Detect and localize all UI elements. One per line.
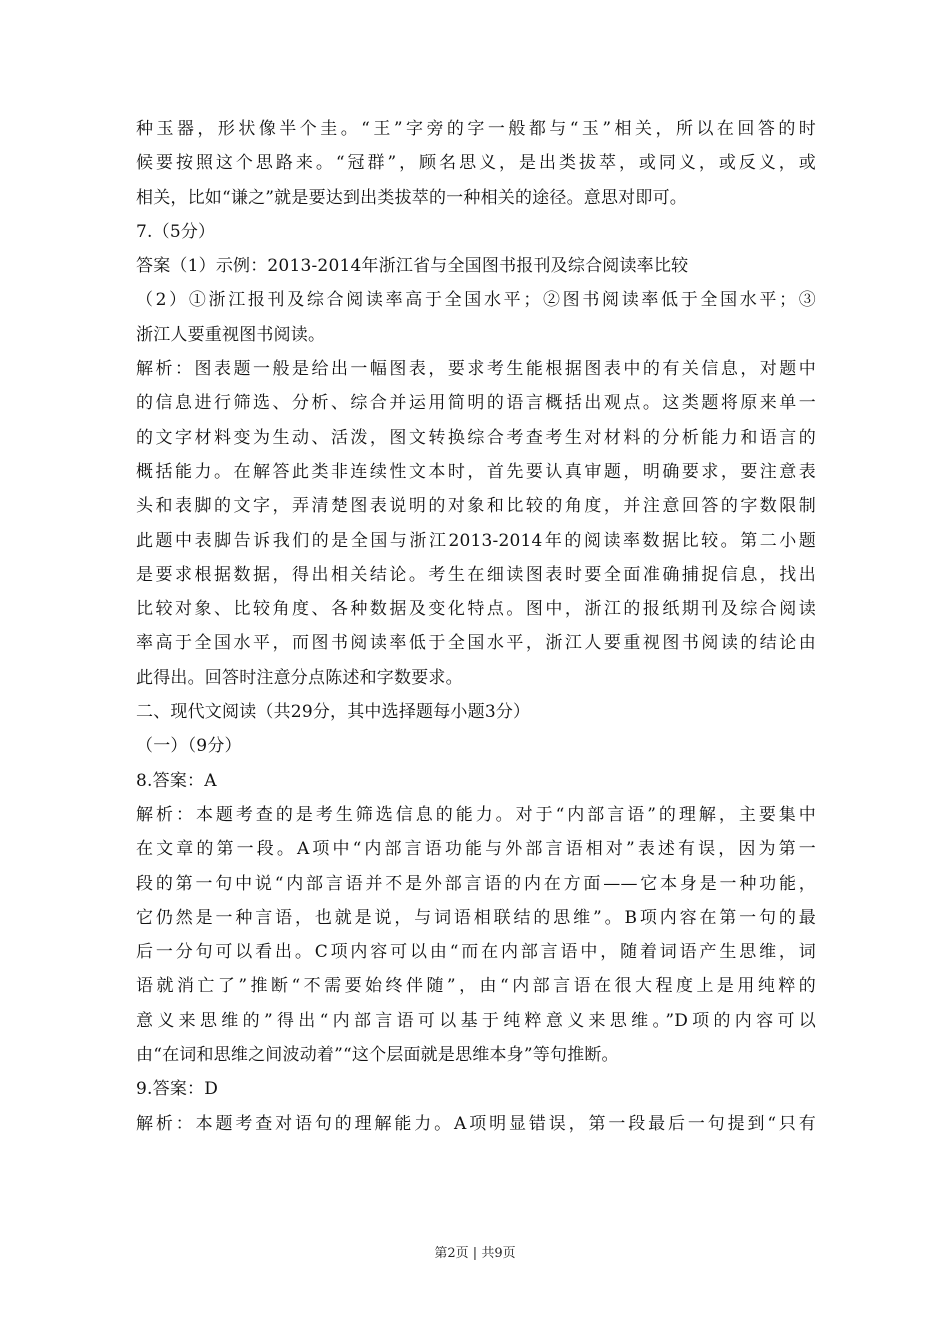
analysis-line: 此得出。回答时注意分点陈述和字数要求。 <box>136 667 463 688</box>
analysis-line: 的文字材料变为生动、活泼，图文转换综合考查考生对材料的分析能力和语言的 <box>136 427 816 448</box>
analysis-line: 由“在词和思维之间波动着”“这个层面就是思维本身”等句推断。 <box>136 1045 619 1066</box>
analysis-line: 此题中表脚告诉我们的是全国与浙江2013-2014年的阅读率数据比较。第二小题 <box>136 530 816 551</box>
text-line: 种玉器，形状像半个圭。“王”字旁的字一般都与“玉”相关，所以在回答的时 <box>136 119 816 139</box>
analysis-line: 头和表脚的文字，弄清楚图表说明的对象和比较的角度，并注意回答的字数限制 <box>136 496 816 517</box>
analysis-line: 的信息进行筛选、分析、综合并运用简明的语言概括出观点。这类题将原来单一 <box>136 393 816 414</box>
answer-line: （2）①浙江报刊及综合阅读率高于全国水平；②图书阅读率低于全国水平；③ <box>136 290 816 311</box>
answer-line: 8.答案：A <box>136 770 217 791</box>
analysis-line: 它仍然是一种言语，也就是说，与词语相联结的思维”。B项内容在第一句的最 <box>136 907 816 928</box>
analysis-line: 解析：图表题一般是给出一幅图表，要求考生能根据图表中的有关信息，对题中 <box>136 359 816 380</box>
analysis-line: 段的第一句中说“内部言语并不是外部言语的内在方面——它本身是一种功能， <box>136 873 816 894</box>
page-number-footer: 第2页 | 共9页 <box>434 1246 516 1261</box>
analysis-line: 比较对象、比较角度、各种数据及变化特点。图中，浙江的报纸期刊及综合阅读 <box>136 599 816 620</box>
analysis-line: 解析：本题考查的是考生筛选信息的能力。对于“内部言语”的理解，主要集中 <box>136 804 816 825</box>
subsection-heading: （一）（9分） <box>136 736 242 757</box>
analysis-line: 率高于全国水平，而图书阅读率低于全国水平，浙江人要重视图书阅读的结论由 <box>136 633 816 654</box>
text-line: 相关，比如“谦之”就是要达到出类拔萃的一种相关的途径。意思对即可。 <box>136 187 687 208</box>
analysis-line: 意义来思维的”得出“内部言语可以基于纯粹意义来思维。”D项的内容可以 <box>136 1010 816 1031</box>
answer-line: 答案（1）示例：2013-2014年浙江省与全国图书报刊及综合阅读率比较 <box>136 256 689 277</box>
text-line: 候要按照这个思路来。“冠群”，顾名思义，是出类拔萃，或同义，或反义，或 <box>136 153 816 174</box>
question-heading: 7.（5分） <box>136 221 216 242</box>
section-heading: 二、现代文阅读（共29分，其中选择题每小题3分） <box>136 702 531 723</box>
analysis-line: 在文章的第一段。A项中“内部言语功能与外部言语相对”表述有误，因为第一 <box>136 839 816 860</box>
analysis-line: 后一分句可以看出。C项内容可以由“而在内部言语中，随着词语产生思维，词 <box>136 942 816 963</box>
answer-line: 9.答案：D <box>136 1079 219 1100</box>
analysis-line: 语就消亡了”推断“不需要始终伴随”，由“内部言语在很大程度上是用纯粹的 <box>136 976 816 997</box>
answer-line: 浙江人要重视图书阅读。 <box>136 324 326 345</box>
analysis-line: 是要求根据数据，得出相关结论。考生在细读图表时要全面准确捕捉信息，找出 <box>136 564 816 585</box>
analysis-line: 解析：本题考查对语句的理解能力。A项明显错误，第一段最后一句提到“只有 <box>136 1113 816 1134</box>
answer-text-body <box>136 112 816 1141</box>
analysis-line: 概括能力。在解答此类非连续性文本时，首先要认真审题，明确要求，要注意表 <box>136 461 816 482</box>
